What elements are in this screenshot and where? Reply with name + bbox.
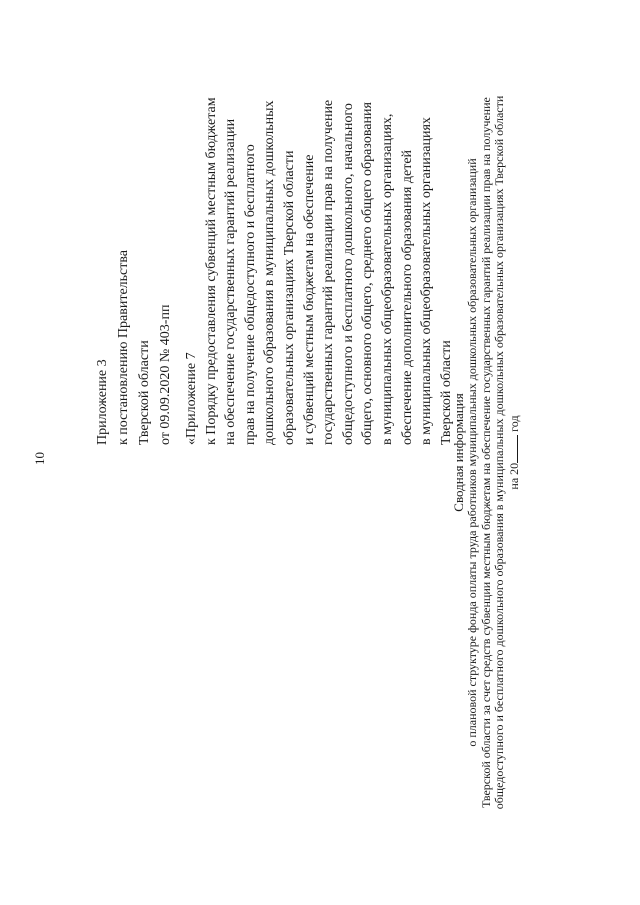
annex-7-line: «Приложение 7 xyxy=(184,352,199,445)
annex-7-line: образовательных организациях Тверской области xyxy=(281,150,297,445)
year-blank-field xyxy=(507,435,518,463)
summary-year-line xyxy=(507,0,521,905)
annex-3-line: к постановлению Правительства xyxy=(116,249,131,445)
annex-7-line: общедоступного и бесплатного дошкольного, начального xyxy=(340,103,356,445)
annex-7-line: общего, основного общего, среднего общего образования xyxy=(360,102,376,445)
summary-line: о плановой структуре фонда оплаты труда работников муниципальных дошкольных образовательных организаций xyxy=(465,158,480,747)
annex-3-line: от 09.09.2020 № 403-пп xyxy=(158,304,173,445)
summary-year-suffix: год xyxy=(506,415,521,435)
annex-7-line: в муниципальных общеобразовательных организациях xyxy=(419,117,435,445)
annex-7-line: в муниципальных общеобразовательных организациях, xyxy=(379,113,395,445)
annex-7-line: к Порядку предоставления субвенций местным бюджетам xyxy=(203,97,219,445)
summary-line: Тверской области за счет средств субвенции местным бюджетам на обеспечение государственных гарантий реализации прав на получение xyxy=(478,97,493,808)
annex-3-line: Приложение 3 xyxy=(95,359,110,445)
summary-year-prefix: на 20 xyxy=(506,462,521,490)
summary-title: Сводная информация xyxy=(451,393,466,512)
annex-3-line: Тверской области xyxy=(137,340,152,445)
summary-block xyxy=(452,0,521,905)
annex-7-line: прав на получение общедоступного и бесплатного xyxy=(242,144,258,445)
annex-7-line: обеспечение дополнительного образования детей xyxy=(399,149,415,445)
page-number: 10 xyxy=(32,452,47,465)
annex-7-line: и субвенций местным бюджетам на обеспечение xyxy=(301,154,317,445)
annex-7-line: дошкольного образования в муниципальных дошкольных xyxy=(262,100,278,445)
summary-line: общедоступного и бесплатного дошкольного образования в муниципальных дошкольных образовательных организациях Тверской области xyxy=(492,95,507,810)
annex-7-line: на обеспечение государственных гарантий реализации xyxy=(223,118,239,445)
annex-7-line: государственных гарантий реализации прав на получение xyxy=(321,99,337,445)
annex-3-header xyxy=(92,250,176,445)
annex-7-header xyxy=(182,97,456,445)
annex-7-line: Тверской области xyxy=(438,340,454,445)
